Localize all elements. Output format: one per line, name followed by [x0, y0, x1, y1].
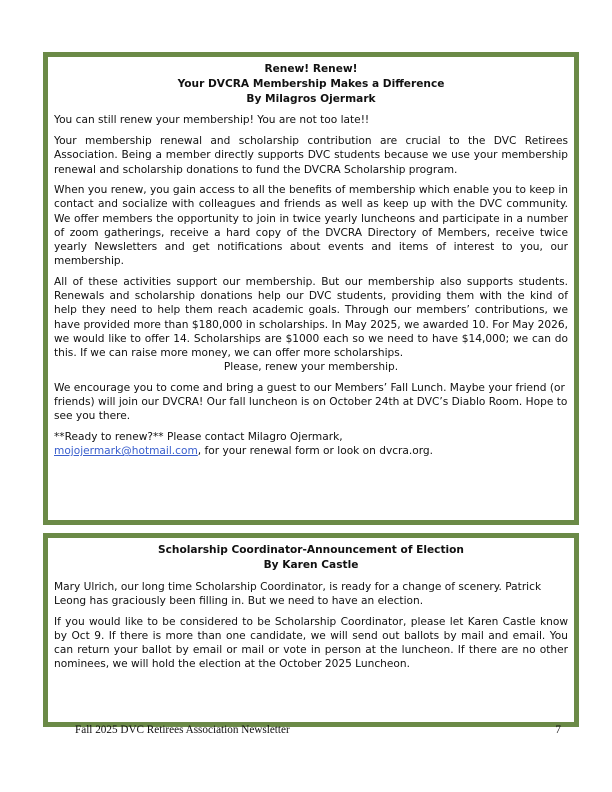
footer-text: Fall 2025 DVC Retirees Association Newsletter [75, 724, 290, 736]
contact-suffix: , for your renewal form or look on dvcra.org. [197, 445, 434, 458]
paragraph: When you renew, you gain access to all the benefits of membership which enable you to keep in contact and socialize with colleagues and friends as well as keep up with the DVC community. We offer members the opportunity to join in twice yearly luncheons and participate in a number of zoom gatherings, receive a hard copy of the DVCRA Directory of Members, receive twice yearly Newsletters and get notifications about events and items of interest to you, our membership. [54, 184, 568, 268]
title-line: Scholarship Coordinator-Announcement of Election [158, 544, 464, 556]
election-article-box [43, 533, 579, 727]
election-article-title [54, 543, 568, 573]
email-link[interactable]: mojojermark@hotmail.com [54, 445, 198, 458]
title-line: Renew! Renew! [264, 63, 358, 75]
contact-prefix: **Ready to renew?** Please contact Milagro Ojermark, [54, 430, 343, 443]
byline: By Karen Castle [263, 558, 359, 571]
contact-paragraph [54, 430, 568, 458]
page-number: 7 [555, 724, 561, 736]
page-footer [75, 724, 561, 736]
renewal-article-title [54, 62, 568, 106]
renewal-article-box [43, 52, 579, 525]
paragraph: We encourage you to come and bring a guest to our Members’ Fall Lunch. Maybe your friend (or friends) will join our DVCRA! Our fall luncheon is on October 24th at DVC’s Diablo Room. Hope to see you there. [54, 381, 568, 423]
title-line: Your DVCRA Membership Makes a Difference [177, 77, 445, 90]
byline: By Milagros Ojermark [246, 92, 376, 105]
paragraph: Your membership renewal and scholarship contribution are crucial to the DVC Retirees Association. Being a member directly supports DVC students because we use your membership renewal and scholarship donations to fund the DVCRA Scholarship program. [54, 135, 568, 176]
paragraph: Mary Ulrich, our long time Scholarship Coordinator, is ready for a change of scenery. Patrick Leong has graciously been filling in. But we need to have an election. [54, 580, 542, 607]
paragraph: All of these activities support our membership. But our membership also supports students. Renewals and scholarship donations help our DVC students, providing them with the kind of help they need to help them reach academic goals. Through our members’ contributions, we have provided more than $180,000 in scholarships. In May 2025, we awarded 10. For May 2026, we would like to offer 14. Scholarships are $1000 each so we need to have $14,000; we can do this. If we can raise more money, we can offer more scholarships. [54, 275, 568, 359]
paragraph: You can still renew your membership! You are not too late!! [54, 114, 370, 127]
paragraph: If you would like to be considered to be Scholarship Coordinator, please let Karen Castle know by Oct 9. If there is more than one candidate, we will send out ballots by mail and email. You can return your ballot by email or mail or vote in person at the luncheon. If there are no other nominees, we will hold the election at the October 2025 Luncheon. [54, 615, 568, 671]
renew-callout: Please, renew your membership. [223, 361, 399, 374]
